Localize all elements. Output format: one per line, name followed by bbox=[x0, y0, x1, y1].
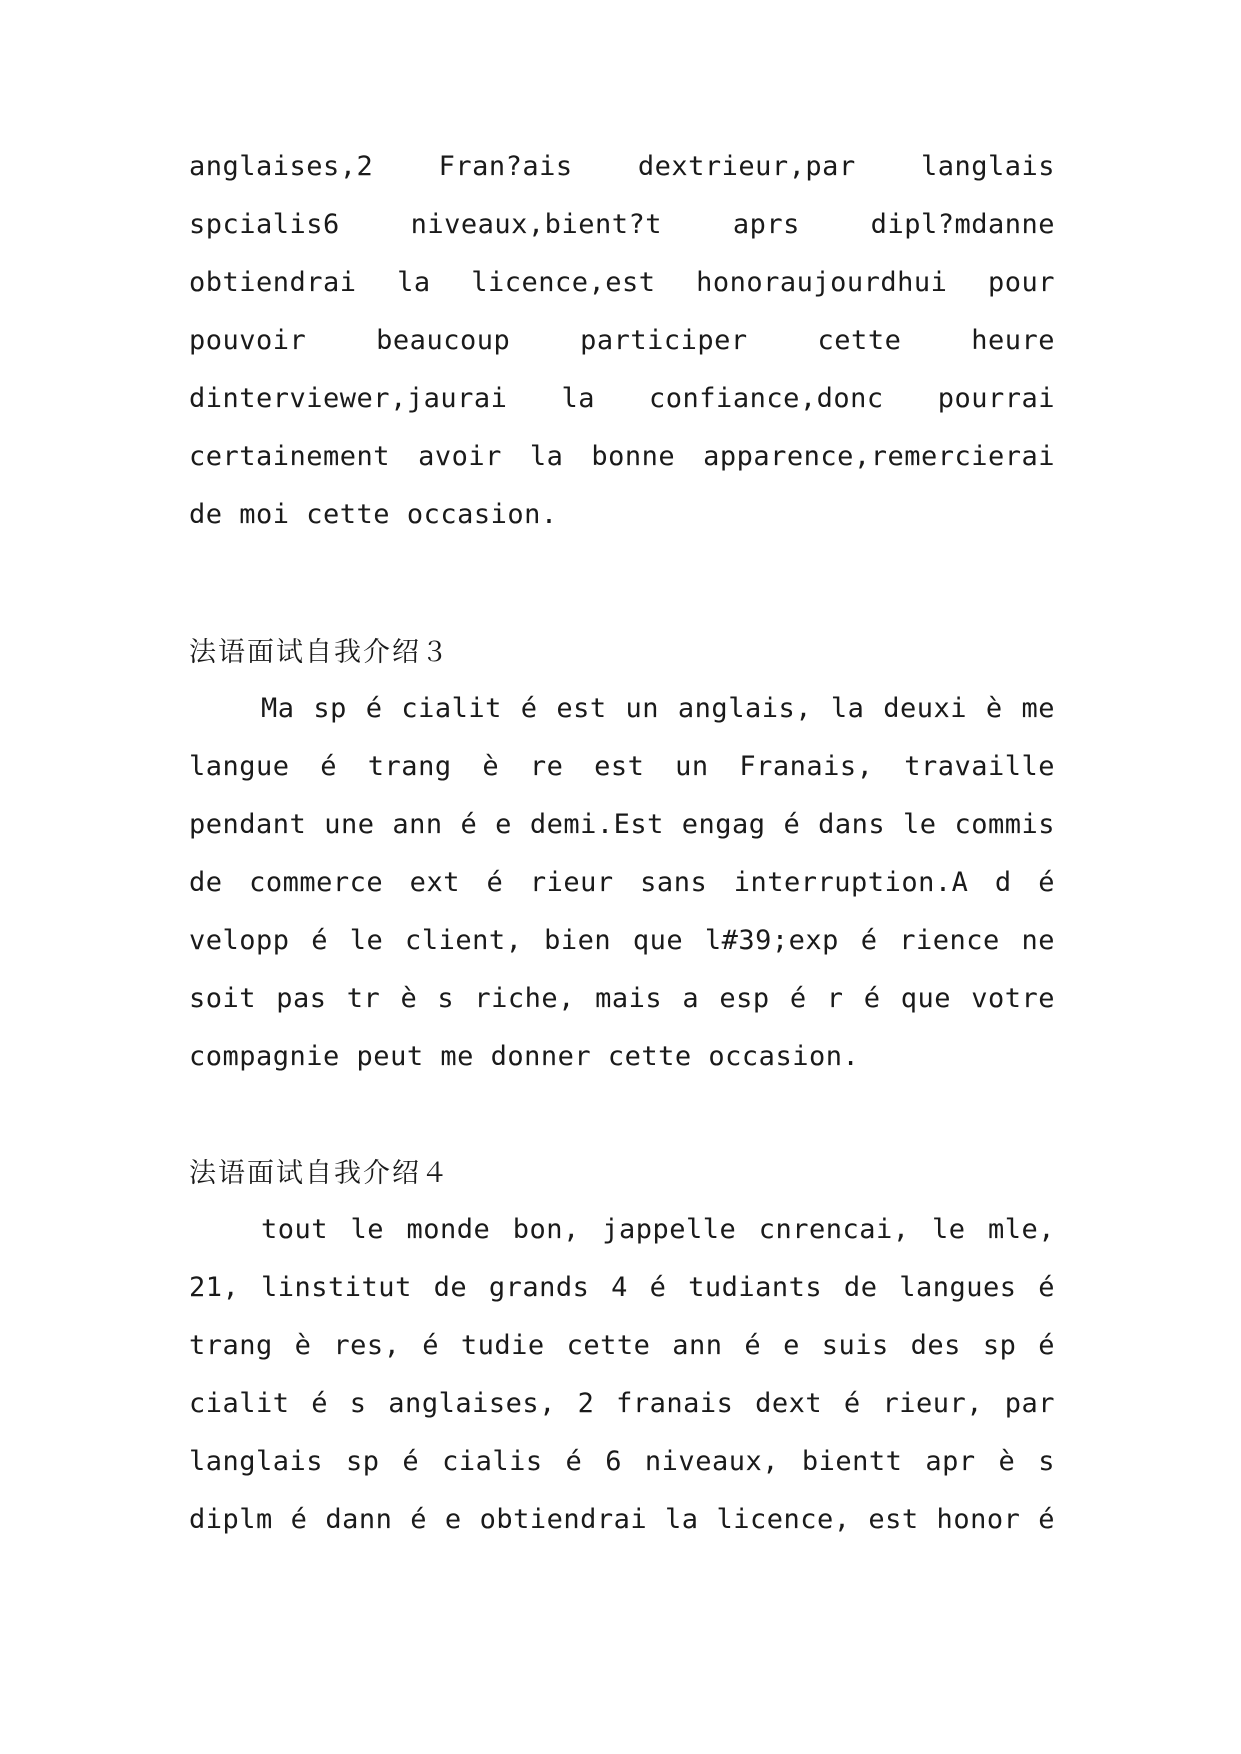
text-line: dinterviewer,jaurai la confiance,donc pourrai bbox=[189, 383, 1055, 414]
text-line: anglaises,2 Fran?ais dextrieur,par langlais bbox=[189, 151, 1055, 182]
text-line: diplm é dann é e obtiendrai la licence, est honor é bbox=[189, 1504, 1055, 1535]
paragraph-section-3 bbox=[189, 680, 1055, 1086]
paragraph-section-4 bbox=[189, 1201, 1055, 1549]
text-line: Ma sp é cialit é est un anglais, la deuxi è me bbox=[261, 693, 1055, 724]
text-line: langlais sp é cialis é 6 niveaux, bientt apr è s bbox=[189, 1446, 1055, 1477]
text-line: langue é trang è re est un Franais, travaille bbox=[189, 751, 1055, 782]
section-heading-3: 法语面试自我介绍３ bbox=[189, 637, 450, 668]
text-line: 21, linstitut de grands 4 é tudiants de langues é bbox=[189, 1272, 1055, 1303]
text-line: compagnie peut me donner cette occasion. bbox=[189, 1041, 860, 1072]
text-line: spcialis6 niveaux,bient?t aprs dipl?mdanne bbox=[189, 209, 1055, 240]
paragraph-top bbox=[189, 138, 1055, 544]
text-line: de commerce ext é rieur sans interruption.A d é bbox=[189, 867, 1055, 898]
text-line: soit pas tr è s riche, mais a esp é r é que votre bbox=[189, 983, 1055, 1014]
text-line: tout le monde bon, jappelle cnrencai, le mle, bbox=[261, 1214, 1055, 1245]
text-line: velopp é le client, bien que l#39;exp é rience ne bbox=[189, 925, 1055, 956]
text-line: obtiendrai la licence,est honoraujourdhui pour bbox=[189, 267, 1055, 298]
section-heading-4: 法语面试自我介绍４ bbox=[189, 1158, 450, 1189]
text-line: certainement avoir la bonne apparence,remercierai bbox=[189, 441, 1055, 472]
text-line: pouvoir beaucoup participer cette heure bbox=[189, 325, 1055, 356]
text-line: de moi cette occasion. bbox=[189, 499, 558, 530]
text-line: cialit é s anglaises, 2 franais dext é rieur, par bbox=[189, 1388, 1055, 1419]
text-line: pendant une ann é e demi.Est engag é dans le commis bbox=[189, 809, 1055, 840]
text-line: trang è res, é tudie cette ann é e suis des sp é bbox=[189, 1330, 1055, 1361]
